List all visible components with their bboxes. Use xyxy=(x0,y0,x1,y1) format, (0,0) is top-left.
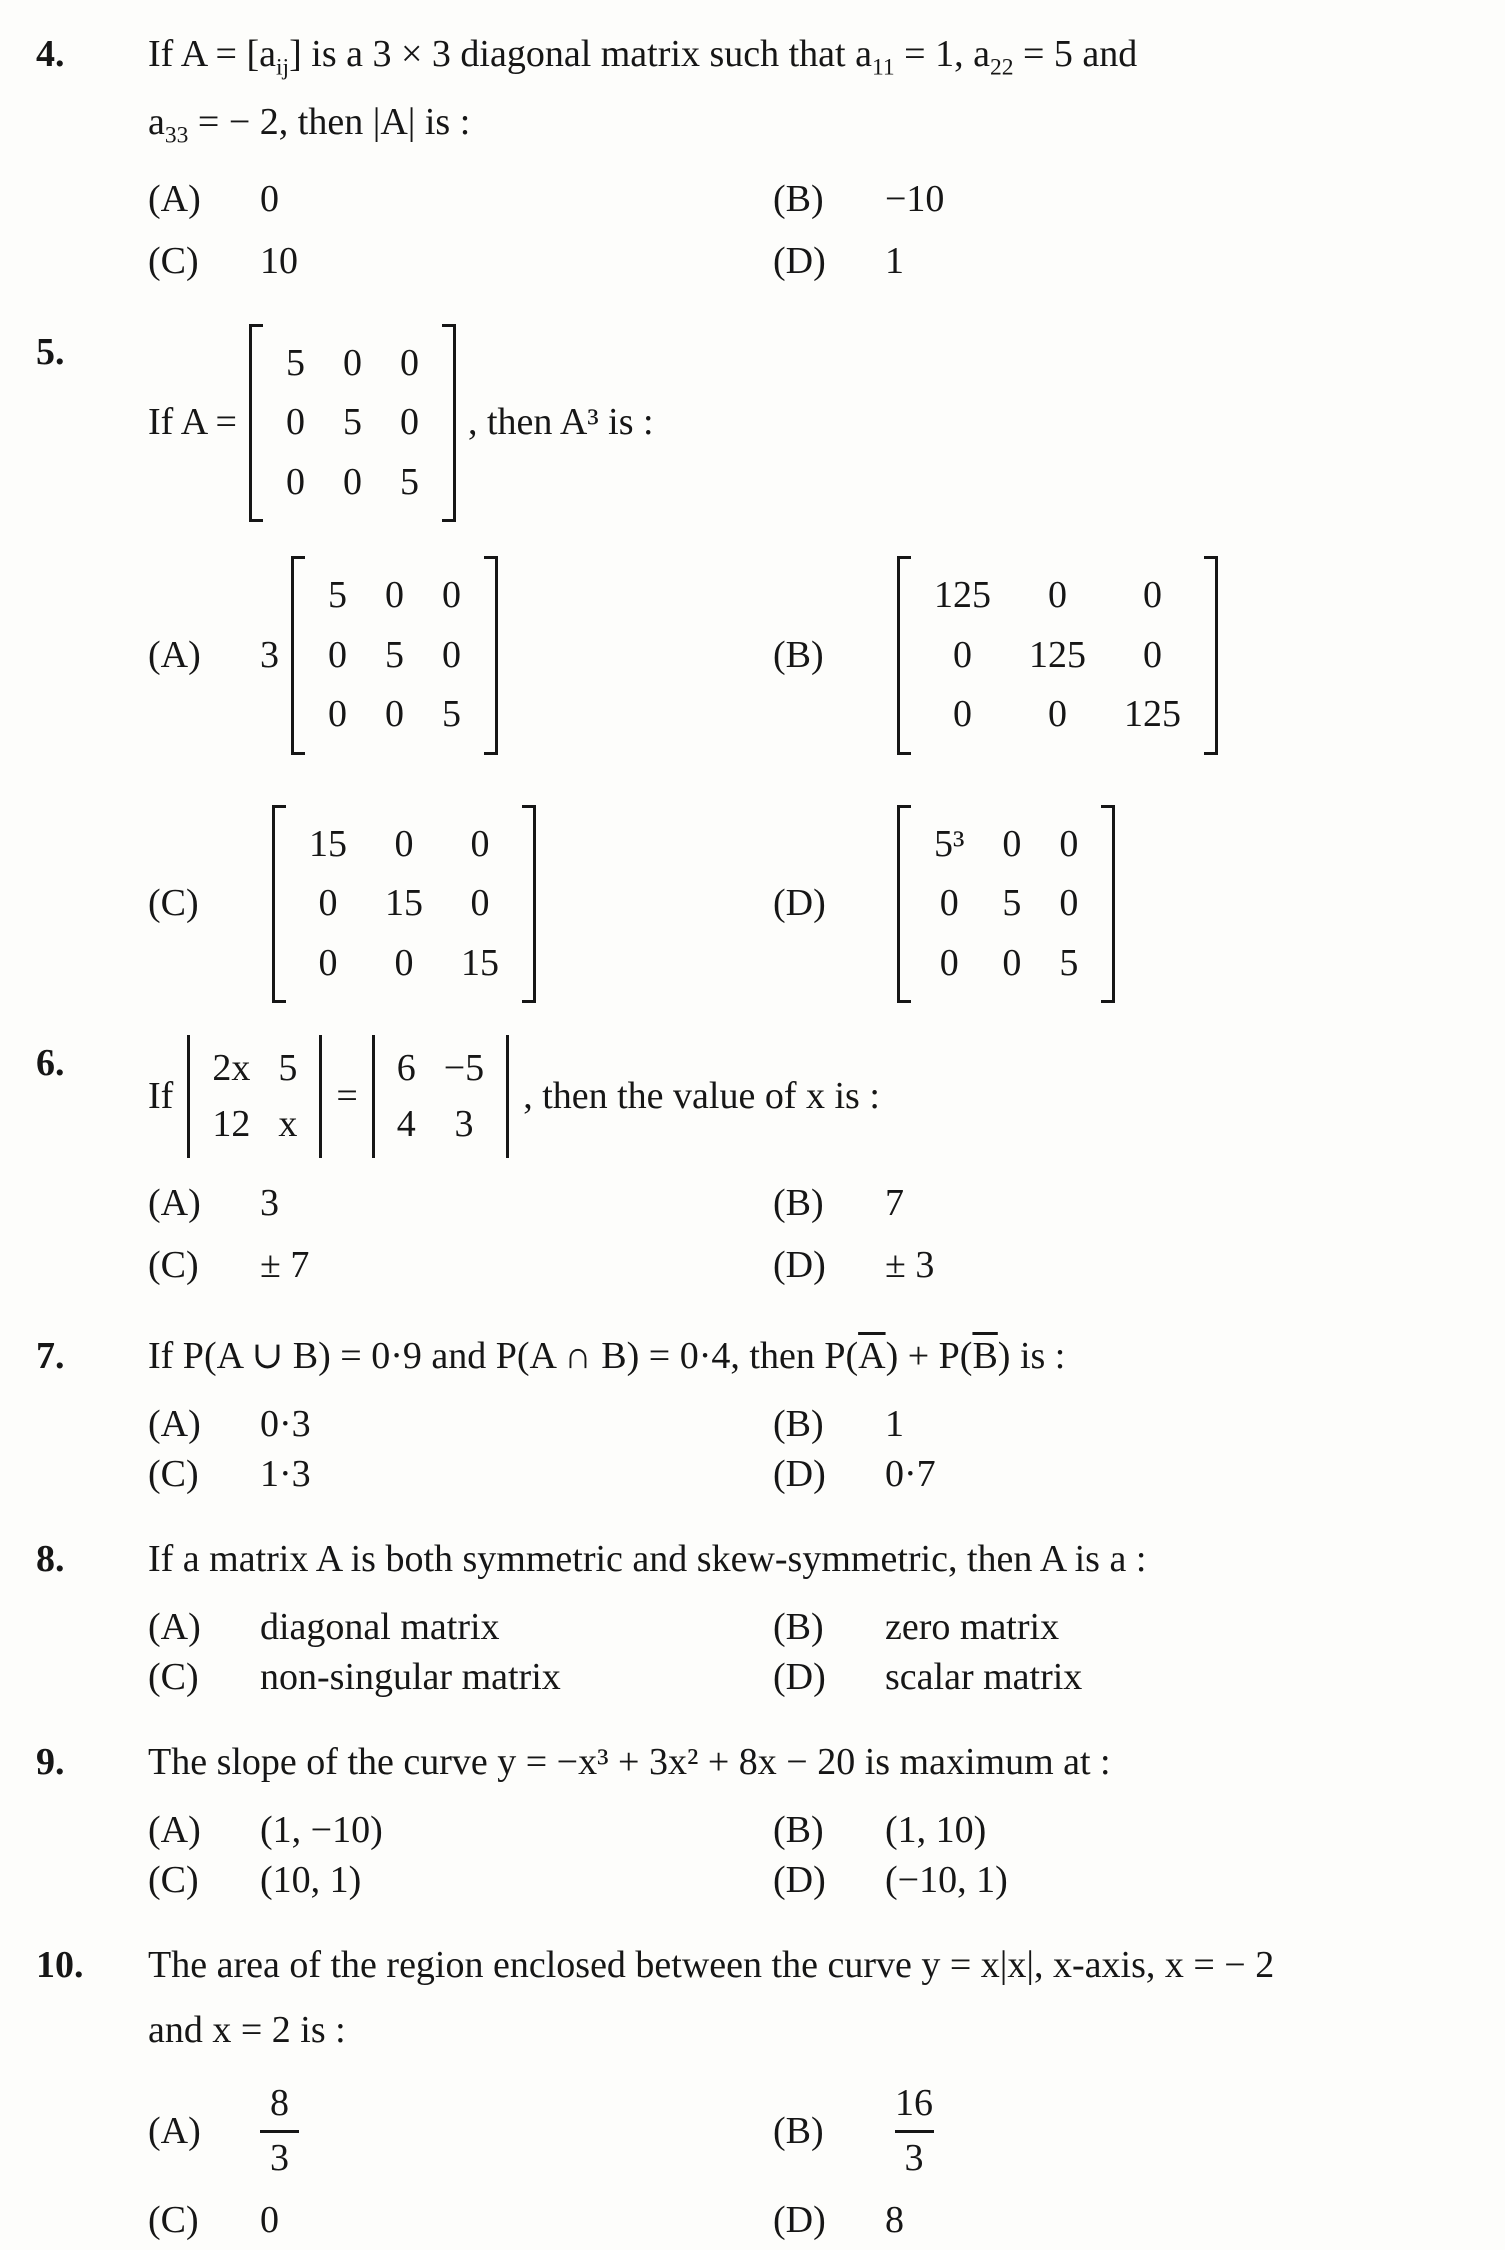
option-value: ± 3 xyxy=(885,1244,935,1287)
option-value: 3 xyxy=(260,1182,279,1225)
matrix-cell: 0 xyxy=(953,633,972,676)
matrix-cell: 0 xyxy=(939,882,959,925)
matrix-cell: 6 xyxy=(396,1047,416,1090)
question-text-line: The slope of the curve y = −x³ + 3x² + 8x − 20 is maximum at : xyxy=(148,1741,1111,1784)
option-label: (A) xyxy=(148,633,201,676)
matrix-cell: x xyxy=(278,1102,298,1145)
option-label: (D) xyxy=(773,239,826,282)
option-label: (D) xyxy=(773,1859,826,1902)
text-segment: ) is : xyxy=(997,1335,1066,1378)
option-label: (A) xyxy=(148,1809,201,1852)
fraction-numerator: 16 xyxy=(895,2082,933,2125)
matrix-cell: 0 xyxy=(286,460,305,503)
option-b xyxy=(773,168,944,230)
option-c xyxy=(148,1234,773,1296)
question-body xyxy=(148,1937,1475,2249)
option-c xyxy=(148,1652,773,1702)
matrix-cell: 0 xyxy=(394,941,414,984)
matrix-cell: 15 xyxy=(385,882,423,925)
option-label: (C) xyxy=(148,2198,199,2241)
matrix-cell: 125 xyxy=(1029,633,1086,676)
question-10 xyxy=(36,1937,1475,2249)
matrix xyxy=(291,556,498,755)
option-b xyxy=(773,1602,1082,1652)
option-label: (C) xyxy=(148,1859,199,1902)
equals-sign: = xyxy=(336,1075,358,1118)
matrix xyxy=(897,805,1115,1004)
option-label: (B) xyxy=(773,1403,824,1446)
matrix-cell: 0 xyxy=(1059,822,1079,865)
option-value: (10, 1) xyxy=(260,1859,362,1902)
option-label: (B) xyxy=(773,1606,824,1649)
matrix-cell: 0 xyxy=(343,460,362,503)
question-body xyxy=(148,1035,1475,1296)
matrix-cell: 0 xyxy=(328,633,347,676)
option-value: (1, −10) xyxy=(260,1809,383,1852)
question-text-line xyxy=(148,26,1475,86)
question-text-line: The area of the region enclosed between the curve y = x|x|, x-axis, x = − 2 xyxy=(148,1944,1275,1987)
option-label: (D) xyxy=(773,1244,826,1287)
option-value: 0 xyxy=(260,2198,279,2241)
option-value: 1 xyxy=(885,1403,904,1446)
question-text-line: and x = 2 is : xyxy=(148,2009,346,2052)
question-text-line xyxy=(148,94,1475,154)
matrix-cell: 0 xyxy=(385,693,404,736)
option-label: (C) xyxy=(148,1244,199,1287)
text-segment: ) + P( xyxy=(885,1335,973,1378)
a-complement: $\overline{A}$ xyxy=(858,1335,886,1378)
text-segment: ] is a 3 × 3 diagonal matrix such that a xyxy=(289,33,872,75)
option-d xyxy=(773,2190,943,2250)
option-label: (B) xyxy=(773,633,824,676)
option-value: 1·3 xyxy=(260,1453,311,1496)
option-a xyxy=(148,1172,773,1234)
option-d xyxy=(773,1855,1008,1905)
fraction-denominator: 3 xyxy=(895,2130,934,2182)
matrix-cell: 5 xyxy=(400,460,419,503)
matrix-cell: 0 xyxy=(318,882,338,925)
option-b xyxy=(773,1172,934,1234)
option-label: (A) xyxy=(148,1606,201,1649)
option-a xyxy=(148,168,773,230)
option-label: (B) xyxy=(773,2110,824,2153)
option-value: non-singular matrix xyxy=(260,1656,561,1699)
option-label: (A) xyxy=(148,1403,201,1446)
option-label: (A) xyxy=(148,177,201,220)
option-value: diagonal matrix xyxy=(260,1606,500,1649)
option-value: scalar matrix xyxy=(885,1656,1083,1699)
determinant xyxy=(187,1035,322,1158)
question-body xyxy=(148,324,1475,1004)
matrix-cell: 5 xyxy=(1059,941,1079,984)
matrix-cell: 0 xyxy=(328,693,347,736)
option-value: (1, 10) xyxy=(885,1809,987,1852)
matrix-cell: 0 xyxy=(400,401,419,444)
question-number: 7. xyxy=(36,1335,65,1378)
question-4 xyxy=(36,26,1475,292)
option-c xyxy=(148,230,773,292)
option-label: (D) xyxy=(773,2198,826,2241)
matrix-cell: 0 xyxy=(1048,574,1067,617)
matrix-cell: 3 xyxy=(454,1102,474,1145)
matrix-cell: 5 xyxy=(385,633,404,676)
option-label: (B) xyxy=(773,1182,824,1225)
option-label: (C) xyxy=(148,1656,199,1699)
option-value: zero matrix xyxy=(885,1606,1060,1649)
subscript: ij xyxy=(276,54,290,81)
option-d xyxy=(773,1234,934,1296)
matrix-cell: 0 xyxy=(1048,693,1067,736)
option-label: (C) xyxy=(148,1453,199,1496)
fraction xyxy=(260,2081,299,2181)
option-value: 0·3 xyxy=(260,1403,311,1446)
subscript: 22 xyxy=(989,54,1014,81)
option-label: (D) xyxy=(773,1453,826,1496)
question-7 xyxy=(36,1328,1475,1499)
option-label: (D) xyxy=(773,1656,826,1699)
text-segment: , then the value of x is : xyxy=(523,1075,880,1118)
option-label: (B) xyxy=(773,177,824,220)
question-9 xyxy=(36,1734,1475,1905)
question-number: 5. xyxy=(36,330,65,373)
text-segment: a xyxy=(148,100,165,143)
options xyxy=(148,168,1475,292)
option-value: ± 7 xyxy=(260,1244,310,1287)
option-value: 7 xyxy=(885,1182,904,1225)
matrix-cell: 0 xyxy=(286,401,305,444)
matrix-cell: 0 xyxy=(318,941,338,984)
option-value: 0 xyxy=(260,177,279,220)
question-5 xyxy=(36,324,1475,1004)
matrix-cell: 0 xyxy=(1002,822,1022,865)
option-c xyxy=(148,805,773,1004)
option-label: (B) xyxy=(773,1809,824,1852)
text-segment: If A = xyxy=(148,401,237,444)
question-statement xyxy=(148,1035,1475,1158)
question-6 xyxy=(36,1035,1475,1296)
matrix-cell: 0 xyxy=(442,633,461,676)
options-fractions xyxy=(148,2073,1475,2249)
matrix xyxy=(897,556,1218,755)
option-c xyxy=(148,1449,773,1499)
matrix-cell: 0 xyxy=(1143,633,1162,676)
question-number: 4. xyxy=(36,33,65,75)
option-label: (A) xyxy=(148,2110,201,2153)
option-label: (D) xyxy=(773,882,826,925)
option-a xyxy=(148,556,773,755)
fraction xyxy=(885,2081,943,2181)
option-d xyxy=(773,805,1230,1004)
text-segment: If xyxy=(148,1075,174,1118)
option-d xyxy=(773,1652,1082,1702)
matrix-cell: 0 xyxy=(939,941,959,984)
text-segment: = − 2, then |A| is : xyxy=(188,100,471,143)
matrix-cell: 0 xyxy=(953,693,972,736)
option-value: 0·7 xyxy=(885,1453,936,1496)
option-label: (C) xyxy=(148,882,199,925)
matrix-cell: 5 xyxy=(442,693,461,736)
matrix-cell: 15 xyxy=(309,822,347,865)
text-segment: = 5 and xyxy=(1013,33,1138,75)
option-value: 1 xyxy=(885,239,904,282)
option-label: (C) xyxy=(148,239,199,282)
option-d xyxy=(773,230,944,292)
matrix xyxy=(249,324,456,523)
option-value: −10 xyxy=(885,177,945,220)
option-value: 8 xyxy=(885,2198,904,2241)
matrix-cell: 125 xyxy=(1124,693,1181,736)
text-segment: If A = [a xyxy=(148,33,277,75)
matrix xyxy=(272,805,536,1004)
option-c xyxy=(148,2190,773,2250)
question-statement xyxy=(148,324,1475,523)
matrix-cell: 15 xyxy=(461,941,499,984)
options xyxy=(148,1399,1475,1499)
question-number: 9. xyxy=(36,1741,65,1784)
question-body xyxy=(148,1328,1475,1499)
matrix-cell: 0 xyxy=(385,574,404,617)
question-body xyxy=(148,26,1475,292)
matrix-cell: −5 xyxy=(443,1047,485,1090)
matrix-cell: 0 xyxy=(470,882,490,925)
matrix-cell: 5 xyxy=(328,574,347,617)
option-d xyxy=(773,1449,936,1499)
matrix-cell: 125 xyxy=(934,574,991,617)
question-number: 6. xyxy=(36,1042,65,1085)
option-b xyxy=(773,1399,936,1449)
matrix-cell: 0 xyxy=(470,822,490,865)
matrix-cell: 2x xyxy=(212,1047,251,1090)
matrix-cell: 0 xyxy=(1002,941,1022,984)
subscript: 11 xyxy=(871,54,895,81)
subscript: 33 xyxy=(164,122,189,149)
options xyxy=(148,1172,1475,1296)
option-b xyxy=(773,556,1230,755)
determinant xyxy=(372,1035,509,1158)
matrix-cell: 12 xyxy=(212,1102,251,1145)
option-a xyxy=(148,1602,773,1652)
text-segment: If P(A ∪ B) = 0·9 and P(A ∩ B) = 0·4, then P( xyxy=(148,1335,859,1378)
option-value: 10 xyxy=(260,239,298,282)
matrix-cell: 0 xyxy=(394,822,414,865)
question-text-line xyxy=(148,1328,1475,1385)
option-b xyxy=(773,2073,943,2189)
matrix-coefficient: 3 xyxy=(260,633,279,676)
question-body xyxy=(148,1531,1475,1702)
question-text-line: If a matrix A is both symmetric and skew-symmetric, then A is a : xyxy=(148,1538,1147,1581)
matrix-cell: 0 xyxy=(400,341,419,384)
options xyxy=(148,556,1475,1003)
question-body xyxy=(148,1734,1475,1905)
option-label: (A) xyxy=(148,1182,201,1225)
option-b xyxy=(773,1805,1008,1855)
text-segment: , then A³ is : xyxy=(468,401,654,444)
matrix-cell: 5 xyxy=(1002,882,1022,925)
fraction-numerator: 8 xyxy=(270,2082,289,2125)
b-complement: $\overline{B}$ xyxy=(972,1335,998,1378)
matrix-cell: 0 xyxy=(343,341,362,384)
matrix-cell: 5 xyxy=(278,1047,298,1090)
question-number: 8. xyxy=(36,1538,65,1581)
matrix-cell: 0 xyxy=(1143,574,1162,617)
option-a xyxy=(148,1399,773,1449)
text-segment: = 1, a xyxy=(894,33,990,75)
matrix-cell: 5 xyxy=(343,401,362,444)
option-c xyxy=(148,1855,773,1905)
option-a xyxy=(148,1805,773,1855)
options xyxy=(148,1805,1475,1905)
fraction-denominator: 3 xyxy=(260,2130,299,2182)
matrix-cell: 4 xyxy=(396,1102,416,1145)
matrix-cell: 5 xyxy=(286,341,305,384)
options xyxy=(148,1602,1475,1702)
option-a xyxy=(148,2073,773,2189)
matrix-cell: 0 xyxy=(1059,882,1079,925)
matrix-cell: 5³ xyxy=(934,822,965,865)
question-number: 10. xyxy=(36,1944,84,1987)
option-value: (−10, 1) xyxy=(885,1859,1008,1902)
matrix-cell: 0 xyxy=(442,574,461,617)
question-8 xyxy=(36,1531,1475,1702)
